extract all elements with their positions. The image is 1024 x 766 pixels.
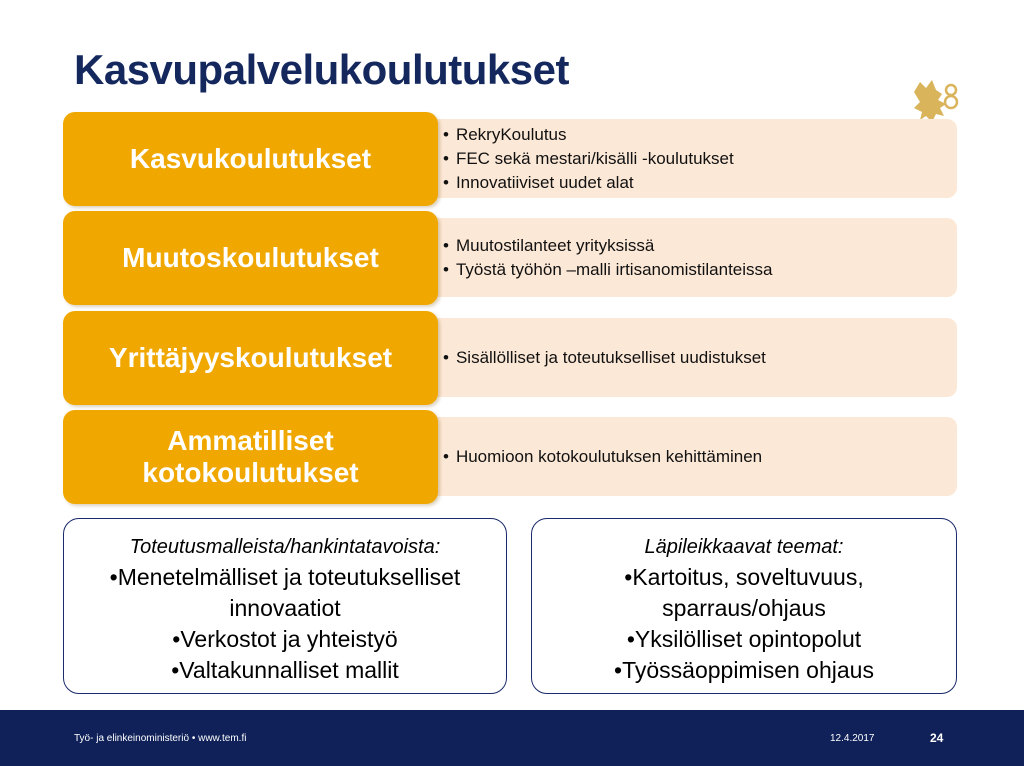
row-heading: Muutoskoulutukset — [63, 211, 438, 305]
box-line: sparraus/ohjaus — [662, 595, 826, 621]
box-line: •Valtakunnalliset mallit — [171, 657, 399, 683]
bullet-item: • Sisällölliset ja toteutukselliset uudistukset — [443, 346, 766, 370]
footer-bar — [0, 710, 1024, 766]
box-line: •Menetelmälliset ja toteutukselliset — [109, 564, 461, 590]
row-yrittajyyskoulutukset — [63, 311, 957, 405]
row-detail-panel — [413, 119, 957, 198]
box-line: innovaatiot — [229, 595, 341, 621]
page-number: 24 — [930, 731, 944, 745]
bullet-item: • Innovatiiviset uudet alat — [443, 171, 734, 195]
footer-organization: Työ- ja elinkeinoministeriö • www.tem.fi — [74, 733, 247, 744]
row-ammatilliset-kotokoulutukset — [63, 410, 957, 504]
row-detail-panel — [413, 417, 957, 496]
row-heading — [63, 410, 438, 504]
box-line: •Verkostot ja yhteistyö — [172, 626, 398, 652]
page-title: Kasvupalvelukoulutukset — [74, 46, 569, 93]
row-heading: Kasvukoulutukset — [63, 112, 438, 206]
bullet-item: • FEC sekä mestari/kisälli -koulutukset — [443, 147, 734, 171]
row-heading: Yrittäjyyskoulutukset — [63, 311, 438, 405]
cross-cutting-themes-box — [531, 518, 957, 694]
bullet-item: • Huomioon kotokoulutuksen kehittäminen — [443, 445, 762, 469]
box-line: •Kartoitus, soveltuvuus, — [624, 564, 864, 590]
row-kasvukoulutukset — [63, 112, 957, 206]
row-muutoskoulutukset — [63, 211, 957, 305]
row-heading-line: kotokoulutukset — [142, 457, 359, 488]
box-line: •Yksilölliset opintopolut — [626, 626, 862, 652]
bullet-item: • Työstä työhön –malli irtisanomistilanteissa — [443, 258, 772, 282]
implementation-models-box — [63, 518, 507, 694]
row-detail-panel — [413, 218, 957, 297]
box-line: •Työssäoppimisen ohjaus — [614, 657, 874, 683]
row-detail-panel — [413, 318, 957, 397]
box-caption: Toteutusmalleista/hankintatavoista: — [129, 536, 441, 558]
footer-date: 12.4.2017 — [830, 733, 875, 744]
box-caption: Läpileikkaavat teemat: — [644, 536, 844, 558]
bullet-item: • RekryKoulutus — [443, 123, 734, 147]
bullet-item: • Muutostilanteet yrityksissä — [443, 234, 772, 258]
row-heading-line: Ammatilliset — [167, 425, 334, 456]
